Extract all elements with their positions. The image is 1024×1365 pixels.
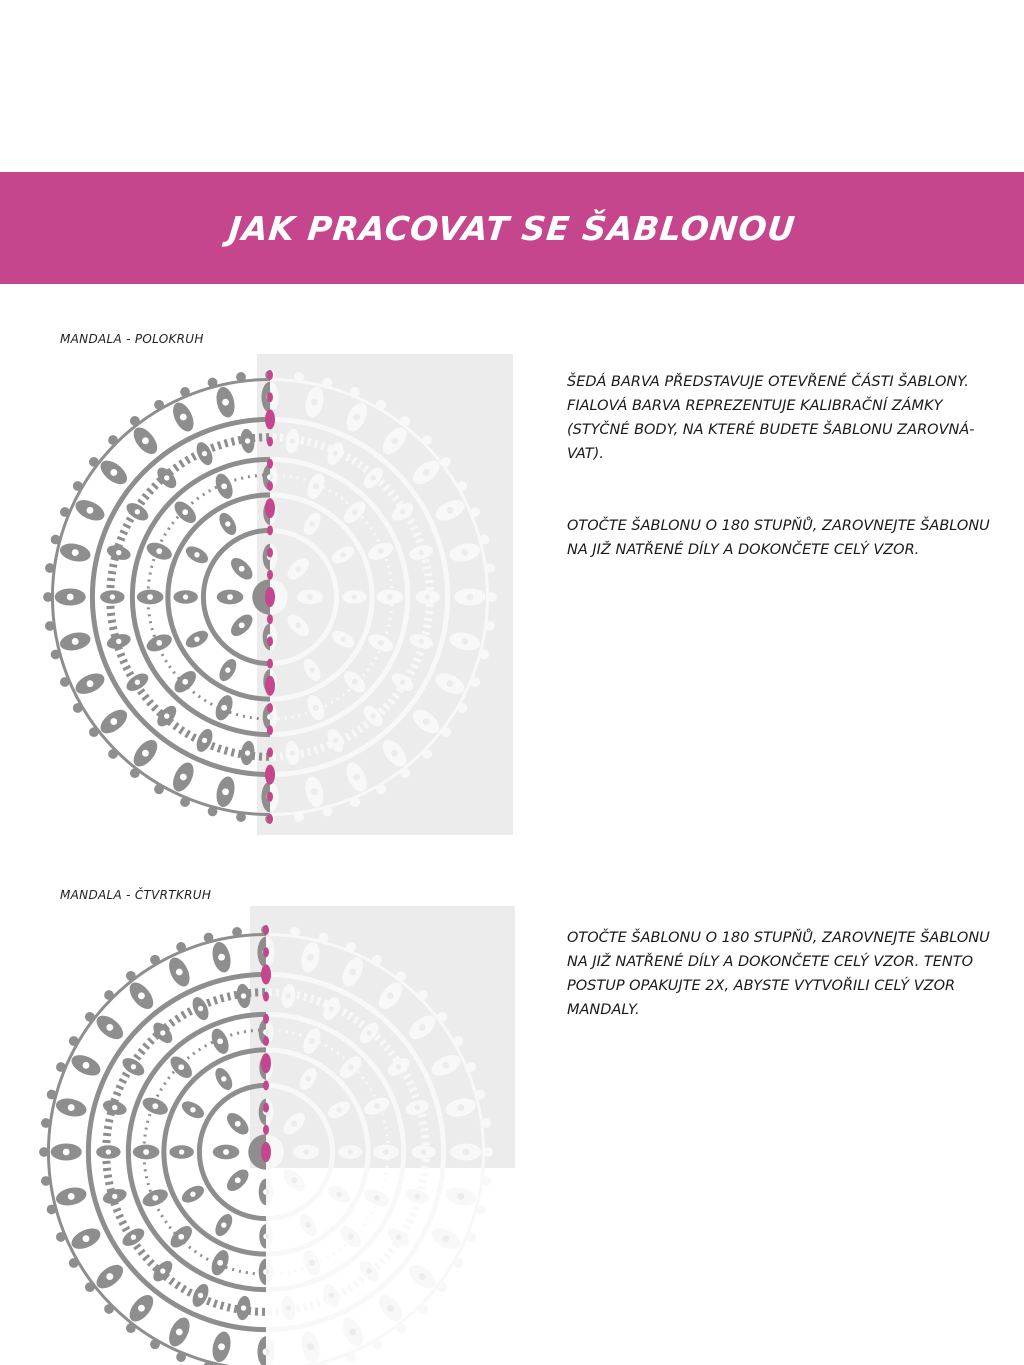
section2-paragraph1: OTOČTE ŠABLONU O 180 STUPŇŮ, ZAROVNEJTE ŠABLONU NA JIŽ NATŘENÉ DÍLY A DOKONČETE CELÝ VZOR. TENTO POSTUP OPAKUJTE 2X, ABYSTE VYTVOŘILI CELÝ VZOR MANDALY.: [567, 930, 990, 1018]
section1-paragraph2: OTOČTE ŠABLONU O 180 STUPŇŮ, ZAROVNEJTE ŠABLONU NA JIŽ NATŘENÉ DÍLY A DOKONČETE CELÝ VZOR.: [567, 518, 990, 558]
section1-paragraph1: ŠEDÁ BARVA PŘEDSTAVUJE OTEVŘENÉ ČÁSTI ŠABLONY. FIALOVÁ BARVA REPREZENTUJE KALIBRAČNÍ ZÁMKY (STYČNÉ BODY, NA KTERÉ BUDETE ŠABLONU ZAROVNÁ-VAT).: [567, 374, 975, 462]
section-label-half-circle: MANDALA - POLOKRUH: [60, 332, 204, 346]
section2-description: [567, 926, 997, 1022]
page-title: JAK PRACOVAT SE ŠABLONOU: [226, 208, 798, 248]
section-label-quarter-circle: MANDALA - ČTVRTKRUH: [60, 888, 212, 902]
